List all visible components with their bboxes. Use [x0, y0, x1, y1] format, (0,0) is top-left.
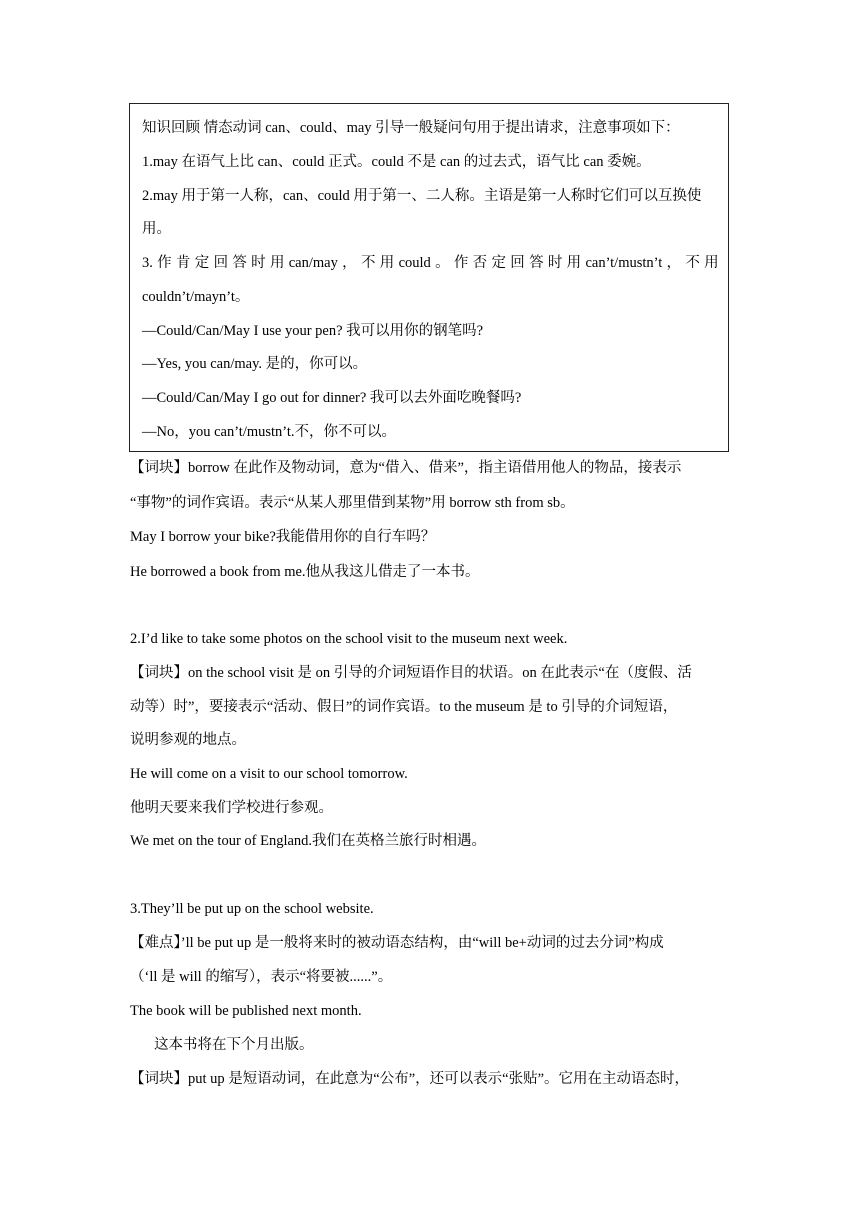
review-point-3-word: 作	[157, 255, 172, 271]
review-point-3-word: 答	[529, 255, 544, 271]
review-point-3-word: 定	[194, 255, 210, 271]
visit-note-line-1: 【词块】on the school visit 是 on 引导的介词短语作目的状语。on 在此表示“在（度假、活	[130, 665, 692, 681]
passive-example-cn: 这本书将在下个月出版。	[154, 1037, 314, 1053]
review-point-3-word: 作	[453, 255, 469, 271]
review-point-2: 2.may 用于第一人称，can、could 用于第一、二人称。主语是第一人称时它们可以互换使	[142, 188, 702, 204]
review-point-3-word: 否	[472, 255, 488, 271]
review-point-2-cont: 用。	[142, 221, 171, 237]
knowledge-review-box	[129, 103, 729, 452]
review-point-3-word: 用	[379, 255, 395, 271]
review-point-3-word: 用	[704, 255, 719, 271]
review-point-3-word: 时	[547, 255, 563, 271]
review-point-3-word: ，	[342, 255, 357, 271]
sentence-2: 2.I’d like to take some photos on the school visit to the museum next week.	[130, 631, 568, 647]
example-answer-2: —No，you can’t/mustn’t.不，你不可以。	[142, 424, 397, 440]
passive-note-line-2: （‘ll 是 will 的缩写），表示“将要被......”。	[130, 969, 393, 985]
review-point-3-word: 肯	[175, 255, 191, 271]
borrow-note-line-1: 【词块】borrow 在此作及物动词，意为“借入、借来”，指主语借用他人的物品，接表示	[130, 460, 682, 476]
borrow-example-2: He borrowed a book from me.他从我这儿借走了一本书。	[130, 564, 480, 580]
review-intro: 知识回顾 情态动词 can、could、may 引导一般疑问句用于提出请求，注意事项如下：	[142, 120, 680, 136]
passive-note-line-1: 【难点】’ll be put up 是一般将来时的被动语态结构，由“will be+动词的过去分词”构成	[130, 935, 664, 951]
put-up-note-line-1: 【词块】put up 是短语动词，在此意为“公布”，还可以表示“张贴”。它用在主动语态时，	[130, 1071, 690, 1087]
review-point-3-word: 不	[685, 255, 700, 271]
visit-example-1: He will come on a visit to our school tomorrow.	[130, 766, 408, 782]
review-point-3-word: could	[398, 255, 431, 271]
review-point-3-word: 时	[251, 255, 266, 271]
review-point-3-word: 回	[213, 255, 229, 271]
review-point-3-word: can’t/mustn’t	[585, 255, 663, 271]
review-point-3-word: 回	[510, 255, 525, 271]
passive-example: The book will be published next month.	[130, 1003, 362, 1019]
review-point-3-word: 用	[566, 255, 582, 271]
visit-note-line-2: 动等）时”，要接表示“活动、假日”的词作宾语。to the museum 是 to 引导的介词短语，	[130, 699, 678, 715]
review-point-3	[142, 253, 719, 273]
review-point-1: 1.may 在语气上比 can、could 正式。could 不是 can 的过去式，语气比 can 委婉。	[142, 154, 651, 170]
review-point-3-cont: couldn’t/mayn’t。	[142, 289, 250, 305]
sentence-3: 3.They’ll be put up on the school website.	[130, 901, 374, 917]
example-question-2: —Could/Can/May I go out for dinner? 我可以去外面吃晚餐吗?	[142, 390, 522, 406]
review-point-3-word: 。	[435, 255, 450, 271]
review-point-3-word: 定	[491, 255, 506, 271]
example-question-1: —Could/Can/May I use your pen? 我可以用你的钢笔吗?	[142, 323, 484, 339]
visit-note-line-3: 说明参观的地点。	[130, 732, 246, 748]
review-point-3-word: 不	[360, 255, 376, 271]
review-point-3-word: 3.	[142, 255, 153, 271]
review-point-3-word: 用	[269, 255, 285, 271]
review-point-3-word: ，	[666, 255, 682, 271]
example-answer-1: —Yes, you can/may. 是的，你可以。	[142, 356, 368, 372]
borrow-note-line-2: “事物”的词作宾语。表示“从某人那里借到某物”用 borrow sth from sb。	[130, 495, 575, 511]
review-point-3-word: 答	[232, 255, 247, 271]
borrow-example-1: May I borrow your bike?我能借用你的自行车吗？	[130, 529, 436, 545]
review-point-3-word: can/may	[288, 255, 338, 271]
visit-example-2: We met on the tour of England.我们在英格兰旅行时相遇。	[130, 833, 487, 849]
visit-example-1-cn: 他明天要来我们学校进行参观。	[130, 800, 333, 816]
